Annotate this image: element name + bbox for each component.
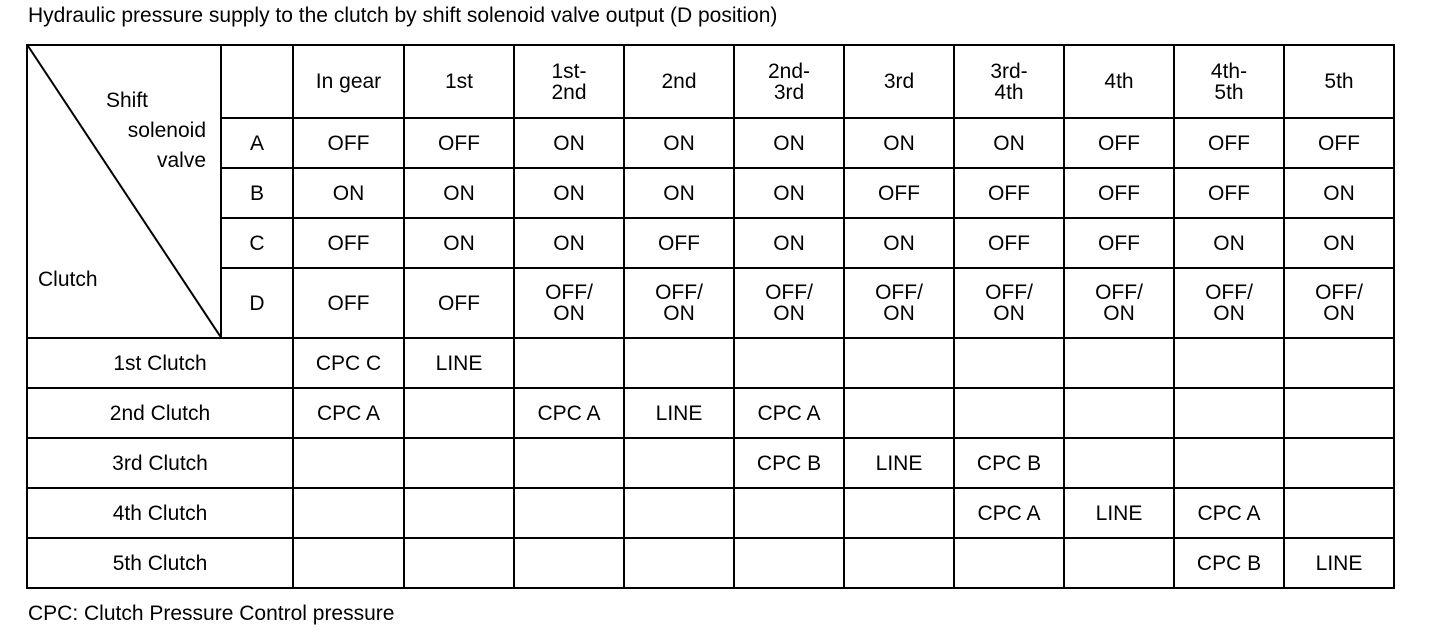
- clutch-cell: CPC A: [1174, 488, 1284, 538]
- solenoid-cell: OFF: [404, 268, 514, 338]
- clutch-cell: LINE: [844, 438, 954, 488]
- clutch-cell: LINE: [404, 338, 514, 388]
- solenoid-cell: ON: [404, 218, 514, 268]
- solenoid-cell: OFF: [1064, 218, 1174, 268]
- solenoid-cell: OFF: [624, 218, 734, 268]
- solenoid-cell: OFF/ ON: [844, 268, 954, 338]
- clutch-cell: [1064, 538, 1174, 588]
- clutch-cell: [734, 538, 844, 588]
- solenoid-cell: ON: [844, 118, 954, 168]
- solenoid-cell: ON: [734, 218, 844, 268]
- column-header: 3rd: [844, 45, 954, 118]
- clutch-cell: [1064, 438, 1174, 488]
- clutch-cell: [1064, 338, 1174, 388]
- clutch-cell: [624, 438, 734, 488]
- solenoid-cell: OFF: [1064, 168, 1174, 218]
- table-title: Hydraulic pressure supply to the clutch by shift solenoid valve output (D position): [28, 4, 778, 27]
- solenoid-row-c: [27, 218, 1394, 268]
- solenoid-cell: ON: [734, 118, 844, 168]
- clutch-label: 3rd Clutch: [27, 438, 293, 488]
- clutch-cell: [514, 338, 624, 388]
- clutch-cell: [1064, 388, 1174, 438]
- solenoid-cell: OFF/ ON: [1064, 268, 1174, 338]
- solenoid-label: C: [221, 218, 293, 268]
- corner-shift-label: Shift solenoid valve: [105, 89, 206, 172]
- solenoid-row-d: [27, 268, 1394, 338]
- column-header: 1st: [404, 45, 514, 118]
- clutch-cell: CPC B: [734, 438, 844, 488]
- solenoid-cell: ON: [734, 168, 844, 218]
- solenoid-cell: ON: [1284, 218, 1394, 268]
- clutch-cell: [404, 388, 514, 438]
- clutch-row-5th: [27, 538, 1394, 588]
- solenoid-cell: ON: [1174, 218, 1284, 268]
- clutch-cell: CPC A: [954, 488, 1064, 538]
- solenoid-cell: OFF: [404, 118, 514, 168]
- clutch-cell: [514, 488, 624, 538]
- clutch-cell: CPC B: [1174, 538, 1284, 588]
- solenoid-cell: ON: [844, 218, 954, 268]
- clutch-label: 2nd Clutch: [27, 388, 293, 438]
- solenoid-cell: OFF/ ON: [1284, 268, 1394, 338]
- solenoid-cell: OFF: [1174, 168, 1284, 218]
- clutch-cell: [404, 538, 514, 588]
- solenoid-cell: OFF: [1174, 118, 1284, 168]
- clutch-label: 4th Clutch: [27, 488, 293, 538]
- solenoid-cell: OFF/ ON: [514, 268, 624, 338]
- clutch-cell: [293, 538, 404, 588]
- solenoid-cell: OFF: [1284, 118, 1394, 168]
- clutch-cell: LINE: [624, 388, 734, 438]
- solenoid-cell: ON: [624, 168, 734, 218]
- column-header: 2nd: [624, 45, 734, 118]
- clutch-cell: CPC C: [293, 338, 404, 388]
- clutch-cell: [954, 388, 1064, 438]
- clutch-cell: [1174, 438, 1284, 488]
- solenoid-cell: ON: [514, 218, 624, 268]
- solenoid-cell: OFF/ ON: [734, 268, 844, 338]
- column-header: In gear: [293, 45, 404, 118]
- solenoid-cell: OFF: [293, 118, 404, 168]
- solenoid-cell: OFF: [1064, 118, 1174, 168]
- solenoid-label: B: [221, 168, 293, 218]
- solenoid-cell: OFF/ ON: [954, 268, 1064, 338]
- solenoid-cell: ON: [624, 118, 734, 168]
- clutch-cell: [624, 488, 734, 538]
- column-header: 2nd- 3rd: [734, 45, 844, 118]
- clutch-cell: [514, 438, 624, 488]
- clutch-row-3rd: [27, 438, 1394, 488]
- clutch-cell: LINE: [1284, 538, 1394, 588]
- clutch-cell: [844, 488, 954, 538]
- solenoid-cell: ON: [1284, 168, 1394, 218]
- solenoid-label: A: [221, 118, 293, 168]
- clutch-label: 5th Clutch: [27, 538, 293, 588]
- solenoid-cell: ON: [293, 168, 404, 218]
- solenoid-cell: ON: [514, 168, 624, 218]
- clutch-cell: CPC A: [293, 388, 404, 438]
- clutch-cell: [844, 538, 954, 588]
- solenoid-label: D: [221, 268, 293, 338]
- column-header: 1st- 2nd: [514, 45, 624, 118]
- clutch-cell: [954, 538, 1064, 588]
- solenoid-cell: OFF: [844, 168, 954, 218]
- clutch-cell: [1284, 338, 1394, 388]
- clutch-row-1st: [27, 338, 1394, 388]
- solenoid-cell: OFF: [293, 268, 404, 338]
- clutch-cell: [1174, 388, 1284, 438]
- solenoid-cell: OFF: [954, 168, 1064, 218]
- clutch-cell: [734, 488, 844, 538]
- solenoid-cell: ON: [404, 168, 514, 218]
- clutch-cell: [1284, 488, 1394, 538]
- solenoid-cell: OFF/ ON: [1174, 268, 1284, 338]
- column-header: 3rd- 4th: [954, 45, 1064, 118]
- column-header: 4th: [1064, 45, 1174, 118]
- clutch-cell: [1174, 338, 1284, 388]
- clutch-row-4th: [27, 488, 1394, 538]
- clutch-cell: CPC A: [734, 388, 844, 438]
- clutch-cell: [293, 438, 404, 488]
- footnote: CPC: Clutch Pressure Control pressure: [28, 602, 395, 625]
- column-header: 5th: [1284, 45, 1394, 118]
- clutch-cell: [954, 338, 1064, 388]
- clutch-row-2nd: [27, 388, 1394, 438]
- clutch-cell: [844, 338, 954, 388]
- clutch-cell: [1284, 388, 1394, 438]
- corner-cell: [27, 45, 221, 338]
- header-row: [27, 45, 1394, 118]
- solenoid-row-a: [27, 118, 1394, 168]
- solenoid-cell: OFF: [954, 218, 1064, 268]
- corner-clutch-label: Clutch: [38, 268, 98, 291]
- solenoid-cell: OFF: [293, 218, 404, 268]
- column-header: 4th- 5th: [1174, 45, 1284, 118]
- clutch-cell: [293, 488, 404, 538]
- clutch-cell: LINE: [1064, 488, 1174, 538]
- clutch-cell: [624, 338, 734, 388]
- solenoid-cell: ON: [954, 118, 1064, 168]
- clutch-cell: [404, 488, 514, 538]
- clutch-cell: [844, 388, 954, 438]
- clutch-label: 1st Clutch: [27, 338, 293, 388]
- solenoid-cell: OFF/ ON: [624, 268, 734, 338]
- shift-solenoid-clutch-table: [26, 44, 1395, 589]
- clutch-cell: [404, 438, 514, 488]
- clutch-cell: [624, 538, 734, 588]
- clutch-cell: [1284, 438, 1394, 488]
- clutch-cell: [514, 538, 624, 588]
- solenoid-cell: ON: [514, 118, 624, 168]
- header-blank-cell: [221, 45, 293, 118]
- clutch-cell: [734, 338, 844, 388]
- solenoid-row-b: [27, 168, 1394, 218]
- clutch-cell: CPC A: [514, 388, 624, 438]
- clutch-cell: CPC B: [954, 438, 1064, 488]
